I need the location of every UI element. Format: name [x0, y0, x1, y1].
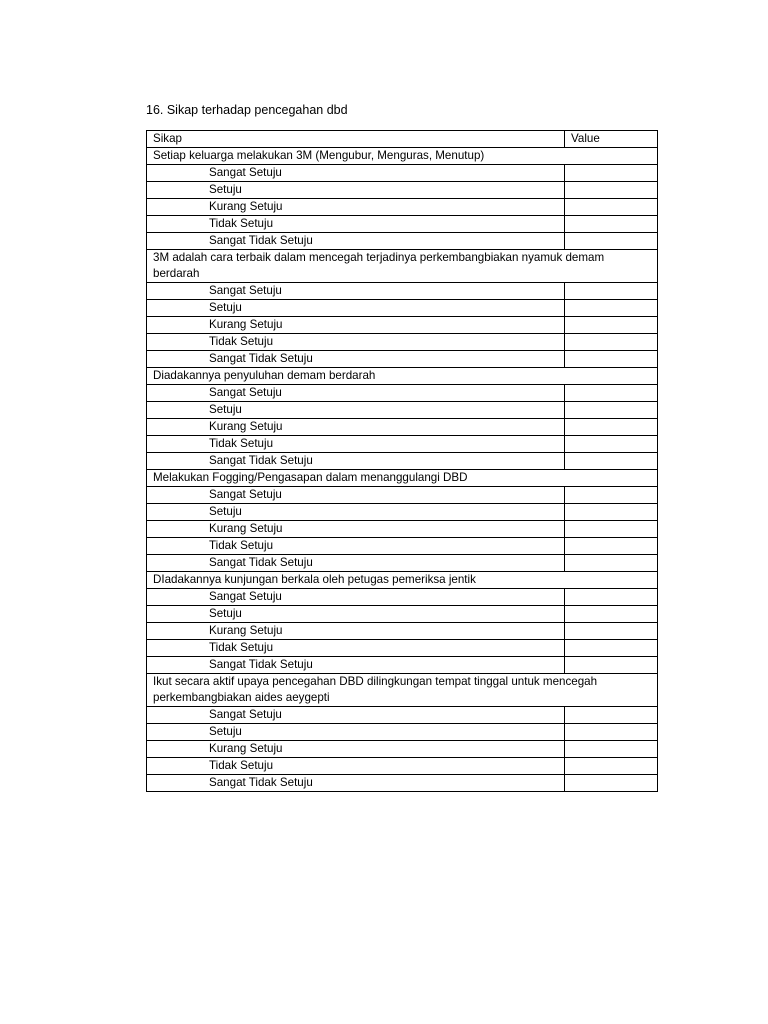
value-cell[interactable]: [565, 707, 658, 724]
value-cell[interactable]: [565, 233, 658, 250]
value-cell[interactable]: [565, 351, 658, 368]
value-cell[interactable]: [565, 165, 658, 182]
option-row: [147, 283, 658, 300]
attitude-table: [146, 130, 658, 792]
option-label: Sangat Setuju: [147, 385, 565, 402]
option-label: Setuju: [147, 606, 565, 623]
question-row: [147, 250, 658, 283]
option-row: [147, 589, 658, 606]
option-label: Sangat Tidak Setuju: [147, 351, 565, 368]
option-row: [147, 521, 658, 538]
value-cell[interactable]: [565, 589, 658, 606]
value-cell[interactable]: [565, 657, 658, 674]
value-cell[interactable]: [565, 640, 658, 657]
option-row: [147, 606, 658, 623]
option-row: [147, 334, 658, 351]
option-label: Setuju: [147, 504, 565, 521]
option-label: Sangat Tidak Setuju: [147, 555, 565, 572]
value-cell[interactable]: [565, 775, 658, 792]
option-row: [147, 657, 658, 674]
option-label: Sangat Tidak Setuju: [147, 453, 565, 470]
option-label: Sangat Setuju: [147, 283, 565, 300]
option-row: [147, 504, 658, 521]
option-row: [147, 724, 658, 741]
header-sikap: Sikap: [147, 131, 565, 148]
value-cell[interactable]: [565, 741, 658, 758]
value-cell[interactable]: [565, 182, 658, 199]
value-cell[interactable]: [565, 521, 658, 538]
option-label: Tidak Setuju: [147, 436, 565, 453]
question-row: [147, 674, 658, 707]
value-cell[interactable]: [565, 724, 658, 741]
value-cell[interactable]: [565, 555, 658, 572]
value-cell[interactable]: [565, 334, 658, 351]
attitude-table-body: [147, 131, 658, 792]
value-cell[interactable]: [565, 300, 658, 317]
option-row: [147, 233, 658, 250]
option-label: Tidak Setuju: [147, 216, 565, 233]
option-label: Sangat Setuju: [147, 487, 565, 504]
option-row: [147, 165, 658, 182]
question-text: Melakukan Fogging/Pengasapan dalam menanggulangi DBD: [147, 470, 658, 487]
option-label: Kurang Setuju: [147, 419, 565, 436]
question-row: [147, 470, 658, 487]
question-text: 3M adalah cara terbaik dalam mencegah terjadinya perkembangbiakan nyamuk demam berdarah: [147, 250, 658, 283]
option-row: [147, 538, 658, 555]
question-row: [147, 148, 658, 165]
option-row: [147, 487, 658, 504]
value-cell[interactable]: [565, 487, 658, 504]
option-row: [147, 182, 658, 199]
value-cell[interactable]: [565, 419, 658, 436]
option-row: [147, 707, 658, 724]
header-value: Value: [565, 131, 658, 148]
option-label: Kurang Setuju: [147, 623, 565, 640]
table-header-row: [147, 131, 658, 148]
option-label: Sangat Setuju: [147, 707, 565, 724]
value-cell[interactable]: [565, 436, 658, 453]
option-row: [147, 758, 658, 775]
question-row: [147, 368, 658, 385]
option-label: Setuju: [147, 402, 565, 419]
option-row: [147, 199, 658, 216]
option-row: [147, 402, 658, 419]
value-cell[interactable]: [565, 758, 658, 775]
option-label: Tidak Setuju: [147, 538, 565, 555]
question-text: DIadakannya kunjungan berkala oleh petugas pemeriksa jentik: [147, 572, 658, 589]
option-row: [147, 640, 658, 657]
option-label: Kurang Setuju: [147, 521, 565, 538]
option-row: [147, 623, 658, 640]
value-cell[interactable]: [565, 402, 658, 419]
value-cell[interactable]: [565, 606, 658, 623]
option-label: Tidak Setuju: [147, 758, 565, 775]
option-row: [147, 555, 658, 572]
value-cell[interactable]: [565, 538, 658, 555]
option-row: [147, 317, 658, 334]
value-cell[interactable]: [565, 216, 658, 233]
option-label: Sangat Tidak Setuju: [147, 233, 565, 250]
option-row: [147, 741, 658, 758]
option-label: Sangat Tidak Setuju: [147, 775, 565, 792]
value-cell[interactable]: [565, 623, 658, 640]
option-row: [147, 436, 658, 453]
question-text: Diadakannya penyuluhan demam berdarah: [147, 368, 658, 385]
value-cell[interactable]: [565, 504, 658, 521]
value-cell[interactable]: [565, 453, 658, 470]
value-cell[interactable]: [565, 385, 658, 402]
option-label: Sangat Setuju: [147, 589, 565, 606]
option-label: Setuju: [147, 300, 565, 317]
section-heading: 16. Sikap terhadap pencegahan dbd: [146, 103, 348, 117]
value-cell[interactable]: [565, 199, 658, 216]
question-text: Ikut secara aktif upaya pencegahan DBD dilingkungan tempat tinggal untuk mencegah perkembangbiakan aides aeygepti: [147, 674, 658, 707]
option-row: [147, 453, 658, 470]
option-row: [147, 351, 658, 368]
option-label: Kurang Setuju: [147, 199, 565, 216]
option-row: [147, 216, 658, 233]
option-row: [147, 300, 658, 317]
option-label: Kurang Setuju: [147, 741, 565, 758]
option-label: Tidak Setuju: [147, 334, 565, 351]
question-text: Setiap keluarga melakukan 3M (Mengubur, Menguras, Menutup): [147, 148, 658, 165]
option-label: Sangat Setuju: [147, 165, 565, 182]
question-row: [147, 572, 658, 589]
option-row: [147, 775, 658, 792]
option-row: [147, 385, 658, 402]
option-label: Setuju: [147, 182, 565, 199]
option-label: Kurang Setuju: [147, 317, 565, 334]
option-label: Setuju: [147, 724, 565, 741]
option-row: [147, 419, 658, 436]
value-cell[interactable]: [565, 283, 658, 300]
value-cell[interactable]: [565, 317, 658, 334]
option-label: Sangat Tidak Setuju: [147, 657, 565, 674]
option-label: Tidak Setuju: [147, 640, 565, 657]
